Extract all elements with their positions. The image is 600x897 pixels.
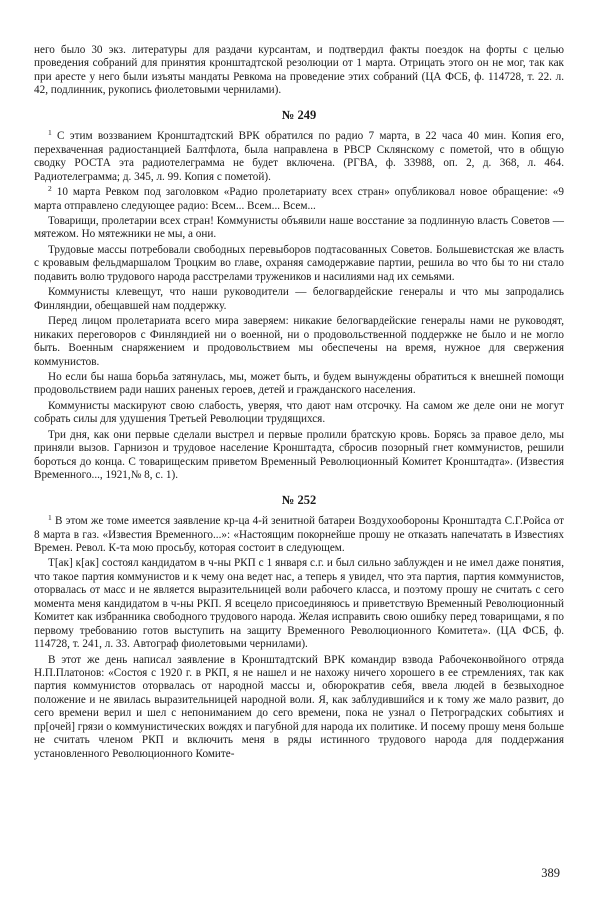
footnote-marker: 1 — [48, 128, 52, 138]
appeal-paragraph: Товарищи, пролетарии всех стран! Коммунисты объявили наше восстание за подлинную власть Советов — мятежом. Но мятежники не мы, а они. — [34, 214, 564, 241]
section-heading-252: № 252 — [281, 492, 317, 507]
section-heading-249: № 249 — [281, 107, 317, 122]
statement-paragraph: В этот же день написал заявление в Кронштадтский ВРК командир взвода Рабочеконвойного отряда Н.П.Платонов: «Состоя с 1920 г. в РКП, я не нашел и не нахожу ничего хорошего в ее стремлениях, так как партия коммунистов оторвалась от народной массы и, обюрократив себя, ввела людей в безвыходное положение и не явилась выразительницей народной воли. Я, как заблудившийся и к тому же мало развит, до сего времени верил и шел с непониманием до сего времени, пока не узнал о Петроградских событиях и пр[очей] грязи о коммунистических вождях и пагубной для народа их политике. И посему прошу меня больше не считать членом РКП и включить меня в ряды истинного трудового народа для поддержания установленного Революционного Комите- — [34, 653, 564, 760]
appeal-paragraph: Коммунисты клевещут, что наши руководители — белогвардейские генералы и что мы запродались Финляндии, обещавшей нам поддержку. — [34, 286, 564, 312]
appeal-paragraph: Три дня, как они первые сделали выстрел и первые пролили братскую кровь. Борясь за правое дело, мы приняли вызов. Гарнизон и трудовое население Кронштадта, сбросив позорный гнет коммунистов, решили бороться до конца. С товарищеским приветом Временный Революционный Комитет Кронштадта». (Известия Временного..., 1921,№ 8, с. 1). — [34, 428, 564, 482]
paragraph-text: С этим воззванием Кронштадтский ВРК обратился по радио 7 марта, в 22 часа 40 мин. Копия его, перехваченная радиостанцией Балтфлота, была направлена в РВСР Склянскому с пометой, что в общую сводку РОСТА эта радиотелеграмма не будет включена. (РГВА, ф. 33988, оп. 2, д. 368, л. 464. Радиотелеграмма; д. 345, л. 99. Копия с пометой). — [34, 130, 564, 183]
note-2-paragraph — [34, 186, 564, 213]
note-1-paragraph — [34, 130, 564, 184]
document-page — [34, 44, 564, 761]
appeal-paragraph: Коммунисты маскируют свою слабость, уверяя, что дают нам отсрочку. На самом же деле они не могут собрать силы для удушения Третьей Революции трудящихся. — [34, 399, 564, 426]
paragraph-text: 10 марта Ревком под заголовком «Радио пролетариату всех стран» опубликовал новое обращение: «9 марта отправлено следующее радио: Всем... Всем... Всем... — [34, 186, 564, 212]
appeal-paragraph: Трудовые массы потребовали свободных перевыборов подтасованных Советов. Большевистская же власть с кровавым фельдмаршалом Троцким во главе, охраняя самодержавие партии, решила во что бы то ни стало подавить волю трудового народа расстрелами тружеников и насилиями над их семьями. — [34, 243, 564, 283]
statement-paragraph: Т[ак] к[ак] состоял кандидатом в ч-ны РКП с 1 января с.г. и был сильно заблужден и не имел даже понятия, что такое партия коммунистов и к чему она ведет нас, а теперь я увидел, что эта партия, партия коммунистов, оторвалась от масс и не является выразительницей воли рабочего класса, и поэтому прошу не считать с сего момента меня кандидатом в ч-ны РКП. Я всецело присоединяюсь и приветствую Временный Революционный Комитет как избранника свободного трудового народа. Желая исправить свою ошибку перед товарищами, я по первому требованию готов выступить на защиту Временного Революционного Комитета». (ЦА ФСБ, ф. 114728, т. 241, л. 33. Автограф фиолетовыми чернилами). — [34, 557, 564, 651]
note-1-paragraph — [34, 515, 564, 555]
footnote-marker: 2 — [48, 184, 52, 194]
appeal-paragraph: Перед лицом пролетариата всего мира заверяем: никакие белогвардейские генералы нами не руководят, никаких переговоров с Финляндией ни о военной, ни о продовольственной поддержке не было и не могло быть. Военным снаряжением и продовольствием мы обеспечены на время, нужное для свержения коммунистов. — [34, 315, 564, 368]
paragraph-text: В этом же томе имеется заявление кр-ца 4-й зенитной батареи Воздухообороны Кронштадта С.Г.Ройса от 8 марта в газ. «Известия Временного...»: «Настоящим покорнейше прошу не отказать напечатать в Известиях Времен. Револ. К-та мою просьбу, которая состоит в следующем. — [34, 515, 564, 554]
page-number: 389 — [541, 866, 560, 880]
appeal-paragraph: Но если бы наша борьба затянулась, мы, может быть, и будем вынуждены обратиться к внешней помощи продовольствием ради наших раненых героев, детей и гражданского населения. — [34, 370, 564, 397]
footnote-marker: 1 — [48, 513, 52, 523]
continuation-paragraph: него было 30 экз. литературы для раздачи курсантам, и подтвердил факты поездок на форты с целью проведения собраний для принятия кронштадтской резолюции от 1 марта. Отрицать этого он не мог, так как при аресте у него были изъяты мандаты Ревкома на проведение этих собраний (ЦА ФСБ, ф. 114728, т. 22. л. 42, подлинник, рукопись фиолетовыми чернилами). — [34, 44, 564, 97]
